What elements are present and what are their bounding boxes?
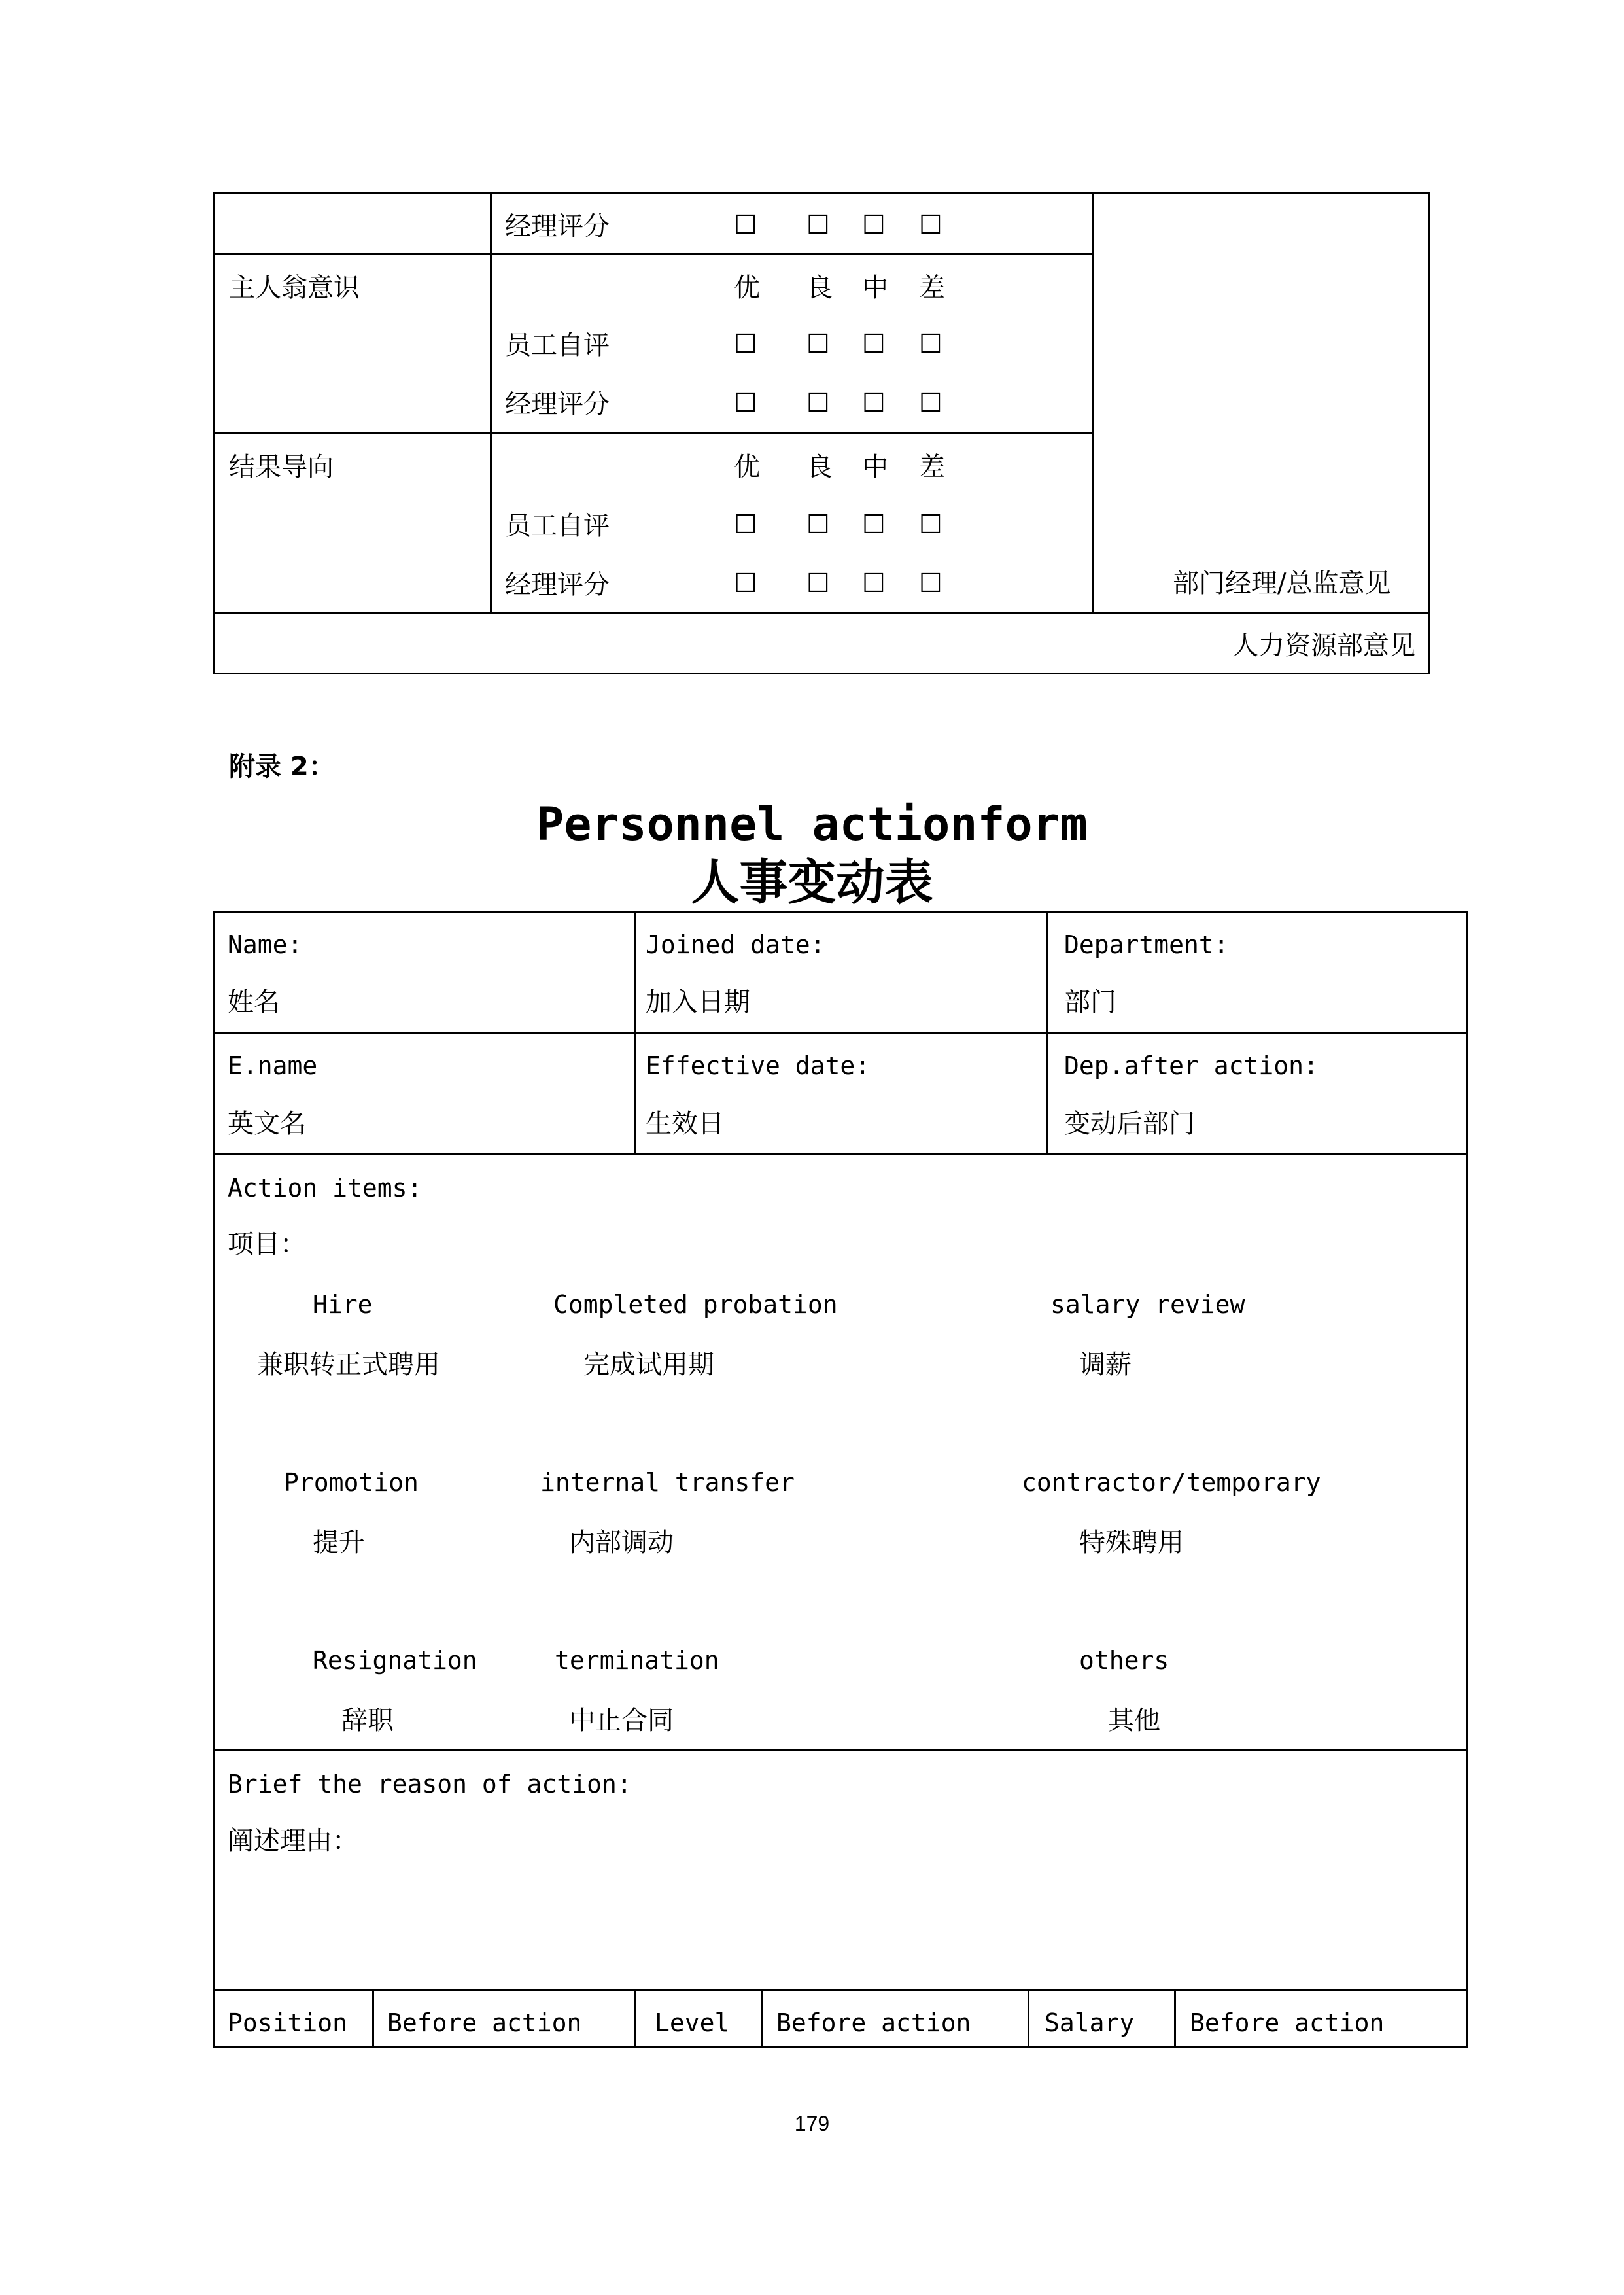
checkbox-poor[interactable]: ☐ <box>919 510 942 540</box>
action-items-label-en: Action items: <box>228 1174 423 1202</box>
salary-before-action-label: Before action <box>1190 2008 1385 2037</box>
checkbox-good[interactable]: ☐ <box>806 210 830 240</box>
item-promotion-cn: 提升 <box>313 1528 365 1558</box>
dept-manager-opinion-label: 部门经理/总监意见 <box>1173 569 1391 599</box>
ename-label-cn: 英文名 <box>228 1109 306 1139</box>
department-label-cn: 部门 <box>1064 987 1116 1017</box>
page-number: 179 <box>794 2112 830 2135</box>
reason-label-cn: 阐述理由： <box>228 1826 358 1856</box>
joined-date-label-cn: 加入日期 <box>646 987 750 1017</box>
item-salary-review-en[interactable]: salary review <box>1050 1290 1245 1319</box>
rating-good: 良 <box>806 452 833 482</box>
hr-opinion-label: 人力资源部意见 <box>1232 631 1415 661</box>
self-eval-label: 员工自评 <box>505 511 610 541</box>
ownership-label: 主人翁意识 <box>229 273 360 303</box>
checkbox-medium[interactable]: ☐ <box>862 388 886 418</box>
name-label-en: Name: <box>228 930 303 959</box>
ename-label-en: E.name <box>228 1051 318 1080</box>
checkbox-excellent[interactable]: ☐ <box>734 388 757 418</box>
checkbox-poor[interactable]: ☐ <box>919 569 942 599</box>
checkbox-medium[interactable]: ☐ <box>862 510 886 540</box>
manager-score-label: 经理评分 <box>505 211 610 241</box>
position-before-action-label: Before action <box>387 2008 582 2037</box>
form-title-cn: 人事变动表 <box>691 854 933 911</box>
rating-poor: 差 <box>919 273 945 303</box>
checkbox-medium[interactable]: ☐ <box>862 210 886 240</box>
rating-good: 良 <box>806 273 833 303</box>
dep-after-action-label-cn: 变动后部门 <box>1064 1109 1195 1139</box>
level-label: Level <box>655 2008 730 2037</box>
checkbox-good[interactable]: ☐ <box>806 510 830 540</box>
item-contractor-cn: 特殊聘用 <box>1079 1528 1184 1558</box>
joined-date-label-en: Joined date: <box>646 930 825 959</box>
rating-excellent: 优 <box>734 273 760 303</box>
item-probation-en[interactable]: Completed probation <box>553 1290 838 1319</box>
item-transfer-en[interactable]: internal transfer <box>540 1468 795 1497</box>
checkbox-medium[interactable]: ☐ <box>862 569 886 599</box>
item-hire-en[interactable]: Hire <box>313 1290 373 1319</box>
effective-date-label-cn: 生效日 <box>646 1109 724 1139</box>
checkbox-excellent[interactable]: ☐ <box>734 510 757 540</box>
checkbox-excellent[interactable]: ☐ <box>734 210 757 240</box>
form-title-en: Personnel actionform <box>536 797 1088 851</box>
name-label-cn: 姓名 <box>228 987 280 1017</box>
item-resignation-en[interactable]: Resignation <box>313 1646 477 1675</box>
dep-after-action-label-en: Dep.after action: <box>1064 1051 1319 1080</box>
item-probation-cn: 完成试用期 <box>583 1350 714 1380</box>
checkbox-poor[interactable]: ☐ <box>919 210 942 240</box>
item-hire-cn: 兼职转正式聘用 <box>257 1350 440 1380</box>
item-contractor-en[interactable]: contractor/temporary <box>1022 1468 1321 1497</box>
item-others-en[interactable]: others <box>1079 1646 1169 1675</box>
manager-score-label: 经理评分 <box>505 389 610 419</box>
level-before-action-label: Before action <box>776 2008 971 2037</box>
position-label: Position <box>228 2008 348 2037</box>
rating-medium: 中 <box>862 452 888 482</box>
manager-score-label: 经理评分 <box>505 570 610 600</box>
checkbox-medium[interactable]: ☐ <box>862 329 886 359</box>
item-termination-en[interactable]: termination <box>555 1646 719 1675</box>
item-transfer-cn: 内部调动 <box>569 1528 674 1558</box>
checkbox-good[interactable]: ☐ <box>806 569 830 599</box>
effective-date-label-en: Effective date: <box>646 1051 871 1080</box>
reason-label-en: Brief the reason of action: <box>228 1770 632 1798</box>
salary-label: Salary <box>1045 2008 1135 2037</box>
item-others-cn: 其他 <box>1108 1706 1160 1736</box>
checkbox-poor[interactable]: ☐ <box>919 388 942 418</box>
checkbox-excellent[interactable]: ☐ <box>734 329 757 359</box>
rating-excellent: 优 <box>734 452 760 482</box>
appendix-label: 附录 2： <box>229 752 335 782</box>
checkbox-good[interactable]: ☐ <box>806 329 830 359</box>
rating-poor: 差 <box>919 452 945 482</box>
action-items-label-cn: 项目： <box>228 1229 306 1259</box>
department-label-en: Department: <box>1064 930 1229 959</box>
checkbox-poor[interactable]: ☐ <box>919 329 942 359</box>
item-termination-cn: 中止合同 <box>569 1706 674 1736</box>
item-salary-review-cn: 调薪 <box>1079 1350 1132 1380</box>
result-oriented-label: 结果导向 <box>229 452 334 482</box>
item-resignation-cn: 辞职 <box>341 1706 394 1736</box>
rating-medium: 中 <box>862 273 888 303</box>
checkbox-good[interactable]: ☐ <box>806 388 830 418</box>
self-eval-label: 员工自评 <box>505 330 610 360</box>
checkbox-excellent[interactable]: ☐ <box>734 569 757 599</box>
item-promotion-en[interactable]: Promotion <box>284 1468 419 1497</box>
